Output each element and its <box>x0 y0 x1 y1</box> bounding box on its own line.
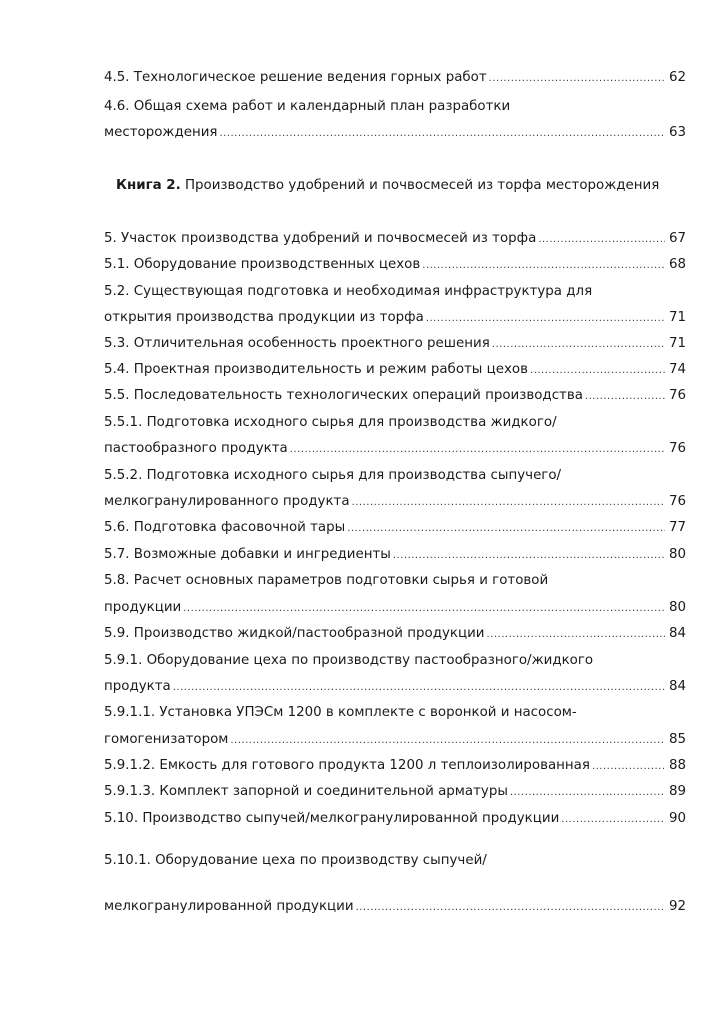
toc-entry-page: 77 <box>668 520 686 535</box>
dot-leader <box>393 547 665 565</box>
toc-entry-5-1 <box>104 256 686 275</box>
toc-entry-title: гомогенизатором <box>104 732 229 747</box>
toc-entry-title: 4.5. Технологическое решение ведения горных работ <box>104 70 487 85</box>
toc-entry-title: 5.7. Возможные добавки и ингредиенты <box>104 547 391 562</box>
book-title: Производство удобрений и почвосмесей из торфа месторождения <box>184 178 660 193</box>
toc-entry-5-7 <box>104 546 686 565</box>
dot-leader <box>592 758 665 776</box>
toc-entry-4-5 <box>104 69 686 88</box>
toc-entry-title: 5.5. Последовательность технологических операций производства <box>104 388 583 403</box>
toc-entry-page: 74 <box>668 362 686 377</box>
toc-entry-page: 84 <box>668 679 686 694</box>
toc-entry-title: продукта <box>104 679 171 694</box>
toc-entry-5-10-1-line1: 5.10.1. Оборудование цеха по производству сыпучей/ <box>104 853 487 868</box>
toc-entry-page: 67 <box>668 231 686 246</box>
toc-entry-5-2 <box>104 309 686 328</box>
toc-entry-title: 5.1. Оборудование производственных цехов <box>104 257 421 272</box>
toc-entry-5-9-1-line1: 5.9.1. Оборудование цеха по производству пастообразного/жидкого <box>104 653 594 668</box>
toc-entry-title: 5.10. Производство сыпучей/мелкогранулированной продукции <box>104 811 560 826</box>
toc-entry-page: 88 <box>668 758 686 773</box>
toc-entry-5-8 <box>104 599 686 618</box>
dot-leader <box>219 125 664 143</box>
toc-entry-title: мелкогранулированного продукта <box>104 494 350 509</box>
toc-entry-5-9 <box>104 625 686 644</box>
dot-leader <box>489 70 665 88</box>
toc-entry-5-9-1-2 <box>104 757 686 776</box>
dot-leader <box>347 520 665 538</box>
toc-entry-5-5-2 <box>104 493 686 512</box>
toc-entry-5-10 <box>104 810 686 829</box>
toc-entry-page: 71 <box>668 336 686 351</box>
toc-entry-title: 5.9.1.3. Комплект запорной и соединительной арматуры <box>104 784 508 799</box>
toc-entry-title: 5.9. Производство жидкой/пастообразной продукции <box>104 626 485 641</box>
dot-leader <box>352 494 665 512</box>
toc-entry-5-5-1-line1: 5.5.1. Подготовка исходного сырья для производства жидкого/ <box>104 415 557 430</box>
toc-entry-title: 5.9.1.2. Емкость для готового продукта 1200 л теплоизолированная <box>104 758 590 773</box>
dot-leader <box>422 257 665 275</box>
toc-entry-page: 63 <box>668 125 686 140</box>
toc-entry-title: 5.6. Подготовка фасовочной тары <box>104 520 346 535</box>
dot-leader <box>510 784 665 802</box>
toc-entry-5-5-1 <box>104 440 686 459</box>
toc-entry-page: 89 <box>668 784 686 799</box>
toc-entry-5-6 <box>104 519 686 538</box>
toc-entry-page: 76 <box>668 494 686 509</box>
toc-entry-5-4 <box>104 361 686 380</box>
toc-entry-page: 84 <box>668 626 686 641</box>
toc-entry-title: продукции <box>104 600 182 615</box>
toc-entry-5-10-1 <box>104 898 686 917</box>
toc-entry-4-6 <box>104 124 686 143</box>
toc-entry-page: 62 <box>668 70 686 85</box>
toc-entry-5-5-2-line1: 5.5.2. Подготовка исходного сырья для производства сыпучего/ <box>104 468 562 483</box>
toc-entry-5-2-line1: 5.2. Существующая подготовка и необходимая инфраструктура для <box>104 284 593 299</box>
toc-entry-5-3 <box>104 335 686 354</box>
toc-entry-5-9-1-1-line1: 5.9.1.1. Установка УПЭСм 1200 в комплекте с воронкой и насосом- <box>104 705 577 720</box>
toc-entry-5-9-1 <box>104 678 686 697</box>
book-label: Книга 2. <box>116 178 181 193</box>
dot-leader <box>538 231 665 249</box>
dot-leader <box>561 811 665 829</box>
dot-leader <box>426 310 665 328</box>
dot-leader <box>290 441 665 459</box>
toc-entry-page: 76 <box>668 388 686 403</box>
toc-entry-title: 5.3. Отличительная особенность проектного решения <box>104 336 490 351</box>
toc-entry-page: 92 <box>668 899 686 914</box>
toc-entry-4-6-line1: 4.6. Общая схема работ и календарный план разработки <box>104 99 511 114</box>
toc-entry-5 <box>104 230 686 249</box>
toc-entry-page: 85 <box>668 732 686 747</box>
dot-leader <box>230 732 665 750</box>
dot-leader <box>183 600 665 618</box>
toc-entry-5-9-1-1 <box>104 731 686 750</box>
toc-entry-title: месторождения <box>104 125 218 140</box>
book-heading <box>116 177 706 195</box>
dot-leader <box>585 388 665 406</box>
dot-leader <box>530 362 665 380</box>
dot-leader <box>487 626 665 644</box>
toc-entry-title: 5.4. Проектная производительность и режим работы цехов <box>104 362 529 377</box>
toc-entry-page: 80 <box>668 547 686 562</box>
toc-entry-title: открытия производства продукции из торфа <box>104 310 424 325</box>
toc-entry-title: мелкогранулированной продукции <box>104 899 354 914</box>
dot-leader <box>173 679 665 697</box>
toc-entry-page: 76 <box>668 441 686 456</box>
toc-entry-page: 80 <box>668 600 686 615</box>
toc-entry-title: пастообразного продукта <box>104 441 288 456</box>
toc-entry-5-5 <box>104 387 686 406</box>
dot-leader <box>356 899 665 917</box>
dot-leader <box>492 336 665 354</box>
toc-entry-5-8-line1: 5.8. Расчет основных параметров подготовки сырья и готовой <box>104 573 549 588</box>
toc-entry-5-9-1-3 <box>104 783 686 802</box>
toc-entry-page: 90 <box>668 811 686 826</box>
toc-entry-title: 5. Участок производства удобрений и почвосмесей из торфа <box>104 231 537 246</box>
toc-entry-page: 71 <box>668 310 686 325</box>
toc-entry-page: 68 <box>668 257 686 272</box>
